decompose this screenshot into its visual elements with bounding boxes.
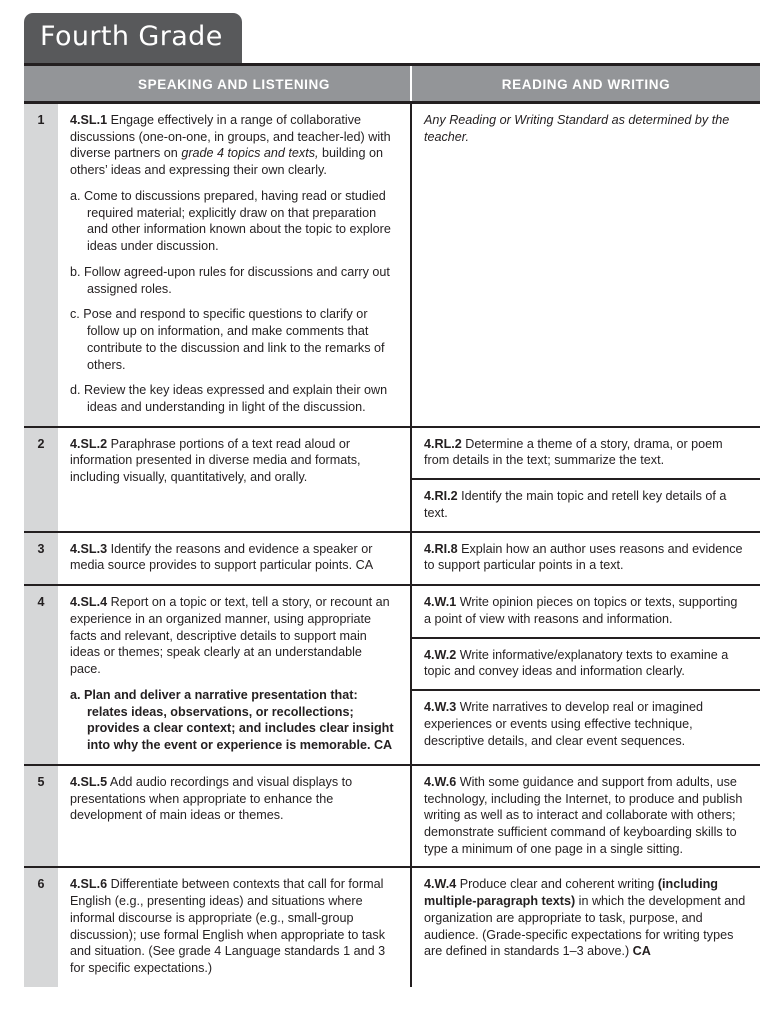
standard-paragraph: 4.SL.3 Identify the reasons and evidence a speaker or media source provides to support particular points. CA [70,541,374,573]
standard-entry [412,533,760,583]
standard-subitem: b. Follow agreed-upon rules for discussions and carry out assigned roles. [70,264,390,296]
standard-code: 4.SL.2 [70,436,108,451]
standard-paragraph: 4.W.3 Write narratives to develop real or imagined experiences or events using effective technique, descriptive details, and clear event sequences. [424,700,704,748]
speaking-listening-cell [58,765,411,868]
standard-code: 4.SL.6 [70,877,108,892]
standard-entry [412,428,760,480]
standard-paragraph: 4.RI.8 Explain how an author uses reasons and evidence to support particular points in a text. [424,541,743,573]
standard-subitem: d. Review the key ideas expressed and explain their own ideas and understanding in light of the discussion. [70,383,388,415]
standard-code: 4.RI.2 [424,489,458,504]
reading-writing-cell [411,765,760,868]
standard-paragraph: Any Reading or Writing Standard as determined by the teacher. [424,113,730,144]
reading-writing-cell [411,427,760,532]
standard-entry [412,104,760,154]
standard-subitem: a. Plan and deliver a narrative presentation that: relates ideas, observations, or recollections; provides a clear context; and includes clear insight into why the event or experience is memorable. CA [70,687,394,753]
standard-entry [412,480,760,530]
table-row [24,427,760,532]
table-row [24,103,760,427]
standard-paragraph: 4.SL.4 Report on a topic or text, tell a story, or recount an experience in an organized manner, using appropriate facts and relevant, descriptive details to support main ideas or themes; speak clearly at an understandable pace. [70,595,390,677]
reading-writing-cell [411,103,760,427]
row-number: 6 [24,867,58,986]
standard-entry [412,868,760,969]
column-header-speaking-and-listening: SPEAKING AND LISTENING [58,65,411,103]
standard-paragraph: 4.SL.5 Add audio recordings and visual displays to presentations when appropriate to enhance the development of main ideas or themes. [70,774,353,823]
standard-paragraph: 4.SL.1 Engage effectively in a range of collaborative discussions (one-on-one, in groups, and teacher-led) with diverse partners on grade 4 topics and texts, building on others’ ideas and expressing their own clearly. [70,113,391,178]
standard-entry [412,639,760,691]
header-row [24,65,760,103]
standard-paragraph: 4.W.2 Write informative/explanatory texts to examine a topic and convey ideas and information clearly. [424,647,729,679]
standard-code: 4.SL.1 [70,113,108,127]
standard-code: 4.RI.8 [424,541,458,556]
row-number: 2 [24,427,58,532]
table-row [24,585,760,765]
standard-paragraph: 4.W.6 With some guidance and support from adults, use technology, including the Internet, to produce and publish writing as well as to interact and collaborate with others; demonstrate sufficient command of keyboarding skills to type a minimum of one page in a single sitting. [424,774,743,856]
reading-writing-cell [411,532,760,585]
row-number: 3 [24,532,58,585]
standard-code: 4.W.2 [424,647,457,662]
grade-tab [24,13,242,63]
standard-paragraph: 4.W.4 Produce clear and coherent writing (including multiple-paragraph texts) in which the development and organization are appropriate to task, purpose, and audience. (Grade-specific expectations for writing types are defined in standards 1–3 above.) CA [424,877,746,959]
standard-code: 4.RL.2 [424,436,462,451]
table-row [24,532,760,585]
standard-code: 4.W.3 [424,700,457,715]
standard-subitem: a. Come to discussions prepared, having read or studied required material; explicitly draw on that preparation and other information known about the topic to explore ideas under discussion. [70,188,391,254]
standard-paragraph: 4.SL.2 Paraphrase portions of a text read aloud or information presented in diverse media and formats, including visually, quantitatively, and orally. [70,436,361,485]
column-header-reading-and-writing: READING AND WRITING [411,65,760,103]
standard-paragraph: 4.W.1 Write opinion pieces on topics or texts, supporting a point of view with reasons and information. [424,595,738,626]
reading-writing-cell [411,867,760,986]
reading-writing-cell [411,585,760,765]
row-number: 1 [24,103,58,427]
standard-code: 4.SL.5 [70,774,108,789]
standard-code: 4.W.6 [424,774,457,789]
standard-subitem: c. Pose and respond to specific questions to clarify or follow up on information, and make comments that contribute to the discussion and link to the remarks of others. [70,307,385,372]
standard-entry [412,691,760,758]
speaking-listening-cell [58,585,411,765]
standard-entry [412,766,760,867]
standard-paragraph: 4.SL.6 Differentiate between contexts that call for formal English (e.g., presenting ideas) and situations where informal discourse is appropriate (e.g., small-group discussion); use formal English when appropriate to task and situation. (See grade 4 Language standards 1 and 3 for specific expectations.) [70,877,386,976]
standard-code: 4.SL.3 [70,541,108,556]
table-row [24,867,760,986]
row-number: 5 [24,765,58,868]
emphasized-phrase: (including multiple-paragraph texts) [424,877,718,909]
speaking-listening-cell [58,867,411,986]
table-header [24,65,760,103]
standard-code: 4.W.1 [424,595,457,610]
emphasized-phrase: grade 4 topics and texts, [181,146,319,161]
column-header-number [24,65,58,103]
table-body [24,103,760,987]
ca-marker: CA [632,944,651,959]
table-row [24,765,760,868]
standard-code: 4.SL.4 [70,595,108,610]
standards-table [24,63,760,987]
speaking-listening-cell [58,103,411,427]
standard-code: 4.W.4 [424,877,457,892]
standard-entry [412,586,760,638]
row-number: 4 [24,585,58,765]
speaking-listening-cell [58,532,411,585]
standard-paragraph: 4.RL.2 Determine a theme of a story, drama, or poem from details in the text; summarize the text. [424,436,723,468]
speaking-listening-cell [58,427,411,532]
standard-paragraph: 4.RI.2 Identify the main topic and retell key details of a text. [424,489,727,520]
grade-tab-label: Fourth Grade [40,20,223,52]
